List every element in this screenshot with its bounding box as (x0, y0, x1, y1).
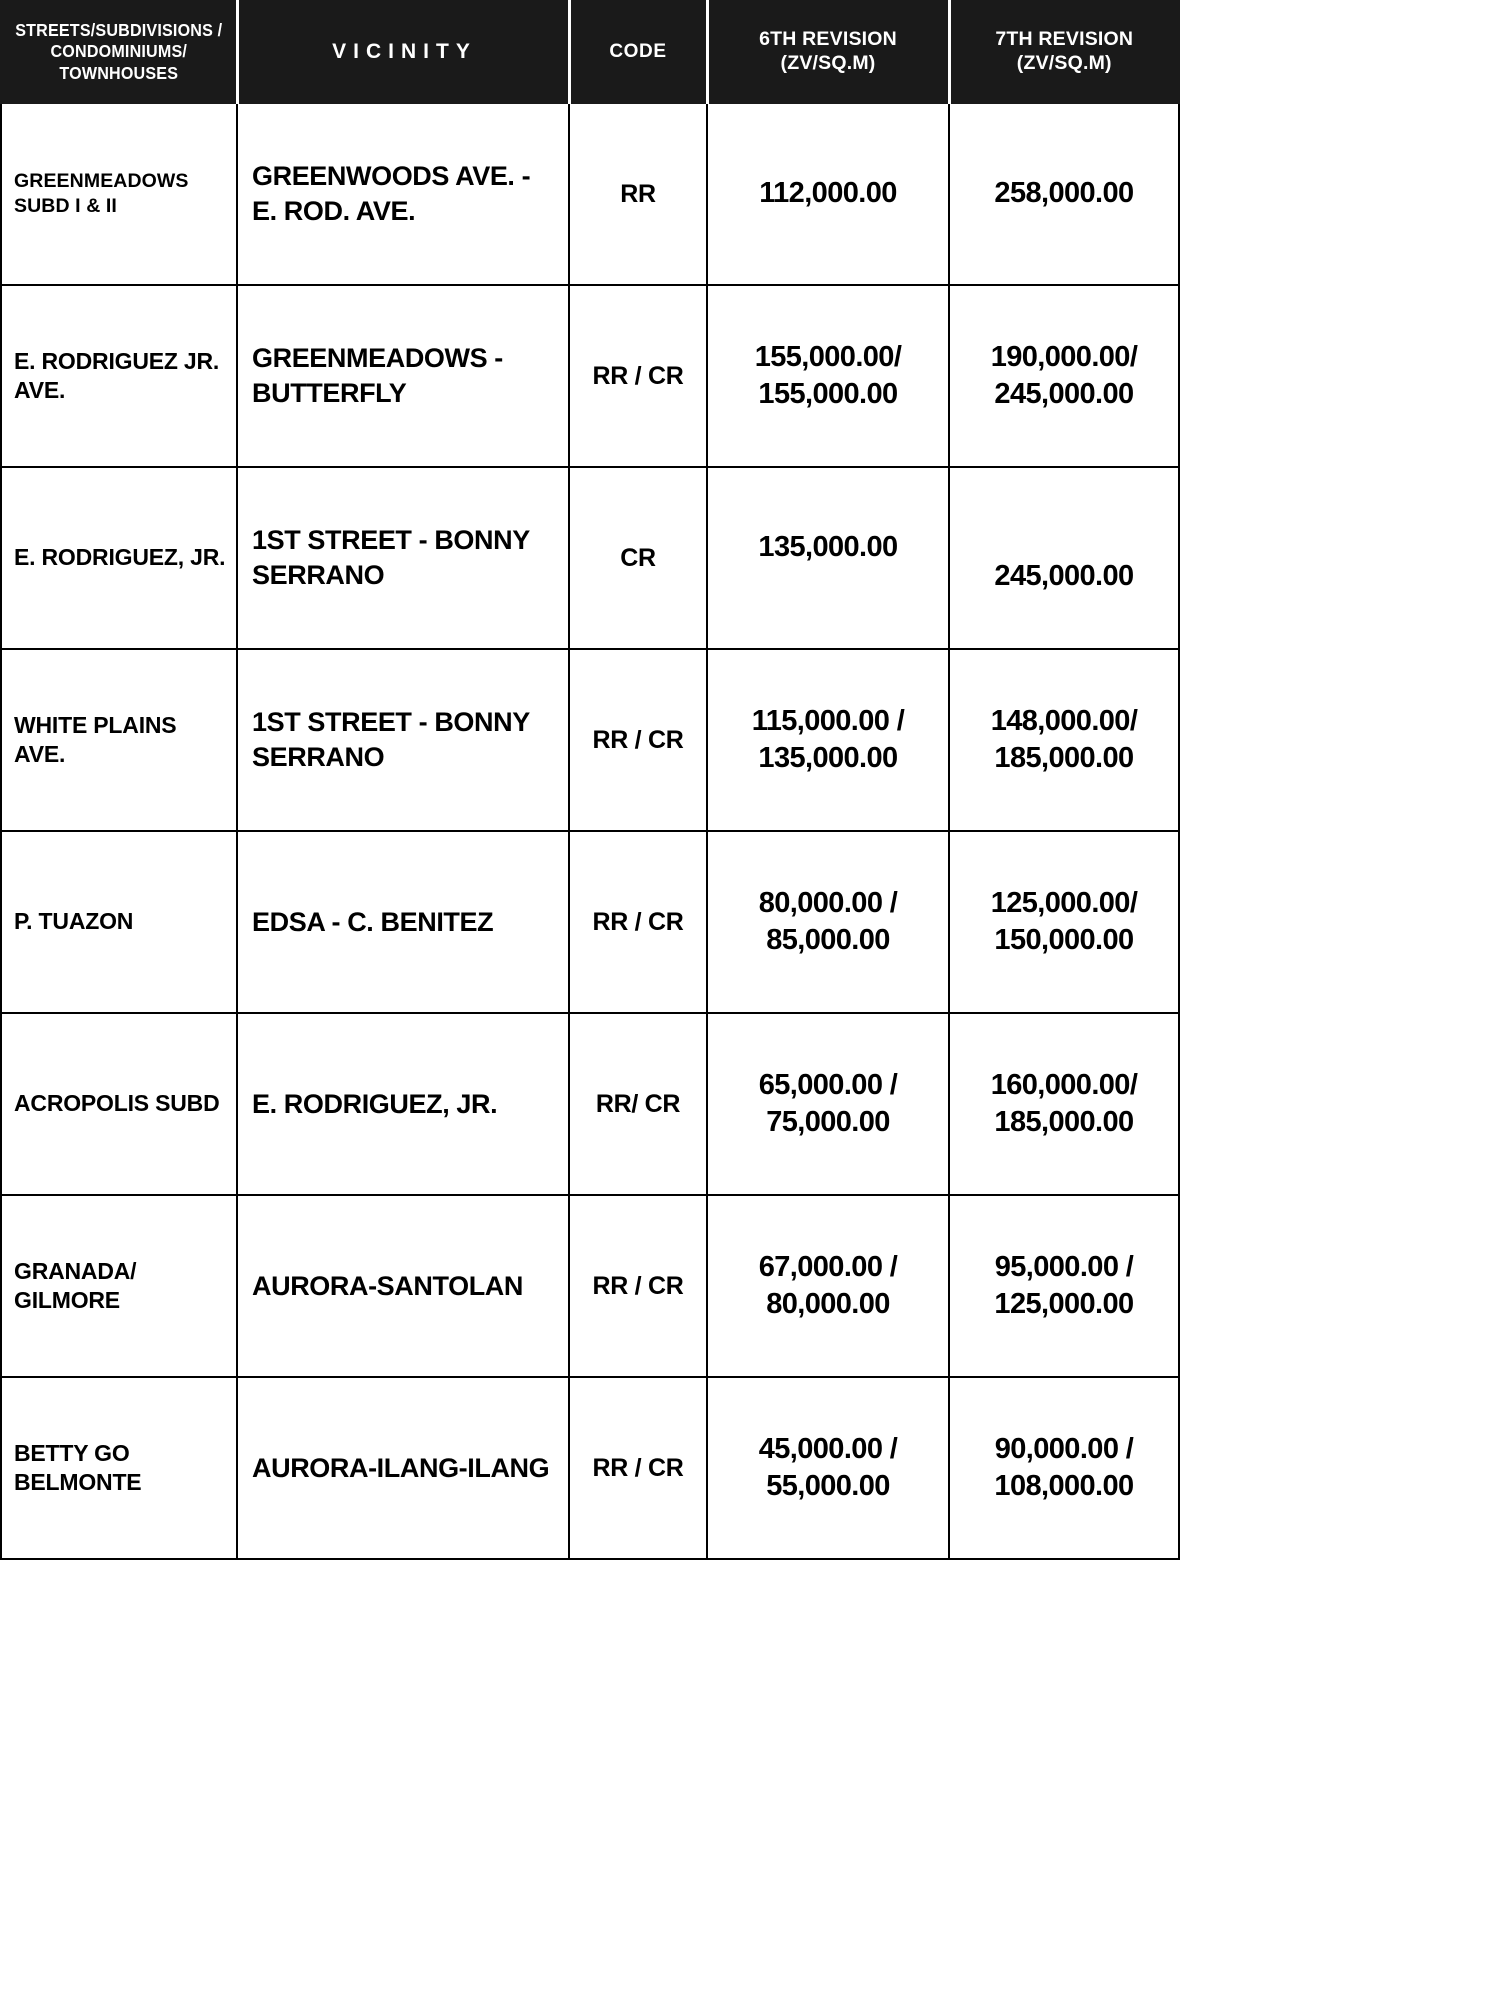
value-line-2: 150,000.00 (994, 924, 1134, 956)
cell-7th-revision (949, 467, 1179, 649)
cell-code: CR (569, 467, 707, 649)
table-body (1, 103, 1179, 1559)
value-line-1: 112,000.00 (759, 177, 897, 210)
column-header-6th-revision (707, 1, 949, 103)
value-line-1: 135,000.00 (758, 531, 898, 564)
cell-6th-revision (707, 103, 949, 285)
column-header-vicinity: VICINITY (237, 1, 569, 103)
cell-street: GRANADA/ GILMORE (1, 1195, 237, 1377)
header-row (1, 1, 1179, 103)
cell-6th-revision (707, 1377, 949, 1559)
cell-code: RR / CR (569, 831, 707, 1013)
cell-code: RR / CR (569, 649, 707, 831)
table-row (1, 285, 1179, 467)
cell-vicinity: 1ST STREET - BONNY SERRANO (237, 649, 569, 831)
table-row (1, 831, 1179, 1013)
cell-7th-revision (949, 103, 1179, 285)
cell-7th-revision (949, 1195, 1179, 1377)
value-line-2: 135,000.00 (758, 742, 898, 774)
value-line-1: 45,000.00 / (758, 1432, 898, 1465)
table-row (1, 103, 1179, 285)
cell-vicinity: EDSA - C. BENITEZ (237, 831, 569, 1013)
column-header-6th-revision-line2: (ZV/SQ.M) (780, 52, 876, 74)
cell-vicinity: AURORA-ILANG-ILANG (237, 1377, 569, 1559)
cell-6th-revision (707, 467, 949, 649)
column-header-6th-revision-line1: 6TH REVISION (759, 28, 897, 51)
cell-code: RR / CR (569, 285, 707, 467)
value-line-1: 125,000.00/ (990, 886, 1138, 919)
value-line-1: 90,000.00 / (994, 1432, 1134, 1465)
cell-code: RR/ CR (569, 1013, 707, 1195)
cell-street: GREENMEADOWS SUBD I & II (1, 103, 237, 285)
value-line-1: 190,000.00/ (990, 340, 1138, 373)
cell-street: WHITE PLAINS AVE. (1, 649, 237, 831)
cell-street: P. TUAZON (1, 831, 237, 1013)
value-line-2: 85,000.00 (766, 924, 890, 956)
value-line-1: 67,000.00 / (758, 1250, 898, 1283)
cell-6th-revision (707, 831, 949, 1013)
cell-7th-revision (949, 831, 1179, 1013)
cell-street: BETTY GO BELMONTE (1, 1377, 237, 1559)
cell-code: RR / CR (569, 1377, 707, 1559)
value-line-1: 148,000.00/ (990, 704, 1138, 737)
cell-6th-revision (707, 285, 949, 467)
value-line-2: 185,000.00 (994, 1106, 1134, 1138)
value-line-2: 155,000.00 (758, 378, 898, 410)
cell-street: E. RODRIGUEZ JR. AVE. (1, 285, 237, 467)
value-line-1: 160,000.00/ (990, 1068, 1138, 1101)
table-header (1, 1, 1179, 103)
cell-7th-revision (949, 1013, 1179, 1195)
value-line-1: 258,000.00 (994, 177, 1134, 210)
cell-vicinity: GREENMEADOWS - BUTTERFLY (237, 285, 569, 467)
table-row (1, 1377, 1179, 1559)
table-row (1, 1195, 1179, 1377)
value-line-1: 245,000.00 (994, 560, 1134, 593)
value-line-2: 75,000.00 (766, 1106, 890, 1138)
column-header-7th-revision-line2: (ZV/SQ.M) (1016, 52, 1112, 74)
value-line-1: 155,000.00/ (754, 340, 902, 373)
column-header-7th-revision (949, 1, 1179, 103)
value-line-1: 65,000.00 / (758, 1068, 898, 1101)
value-line-2: 80,000.00 (766, 1288, 890, 1320)
cell-street: ACROPOLIS SUBD (1, 1013, 237, 1195)
cell-vicinity: E. RODRIGUEZ, JR. (237, 1013, 569, 1195)
cell-vicinity: GREENWOODS AVE. - E. ROD. AVE. (237, 103, 569, 285)
cell-7th-revision (949, 285, 1179, 467)
value-line-1: 115,000.00 / (751, 704, 905, 737)
value-line-1: 95,000.00 / (994, 1250, 1134, 1283)
cell-6th-revision (707, 1195, 949, 1377)
cell-street: E. RODRIGUEZ, JR. (1, 467, 237, 649)
cell-7th-revision (949, 649, 1179, 831)
table-row (1, 649, 1179, 831)
column-header-7th-revision-line1: 7TH REVISION (995, 28, 1134, 51)
table-row (1, 1013, 1179, 1195)
cell-code: RR (569, 103, 707, 285)
value-line-2: 185,000.00 (994, 742, 1134, 774)
value-line-2: 125,000.00 (994, 1288, 1134, 1320)
value-line-2: 108,000.00 (994, 1470, 1134, 1502)
cell-vicinity: AURORA-SANTOLAN (237, 1195, 569, 1377)
table-row (1, 467, 1179, 649)
column-header-streets: STREETS/SUBDIVISIONS / CONDOMINIUMS/ TOWNHOUSES (10, 1, 227, 103)
value-line-2: 55,000.00 (766, 1470, 890, 1502)
cell-vicinity: 1ST STREET - BONNY SERRANO (237, 467, 569, 649)
value-line-2: 245,000.00 (994, 378, 1134, 410)
value-line-1: 80,000.00 / (758, 886, 898, 919)
cell-7th-revision (949, 1377, 1179, 1559)
cell-6th-revision (707, 1013, 949, 1195)
cell-6th-revision (707, 649, 949, 831)
cell-code: RR / CR (569, 1195, 707, 1377)
column-header-code: CODE (569, 1, 707, 103)
